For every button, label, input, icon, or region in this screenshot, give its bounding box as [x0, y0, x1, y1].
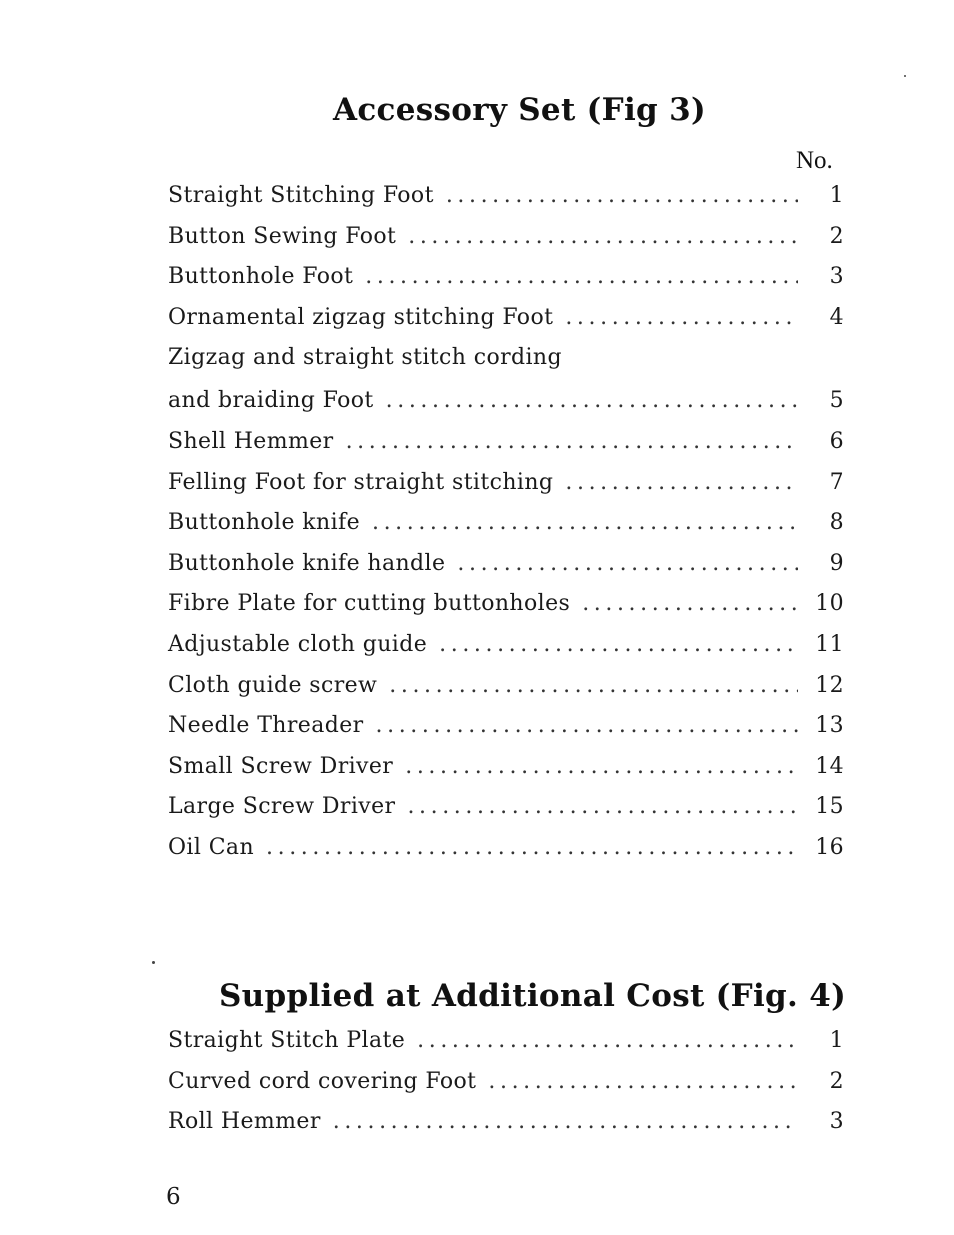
print-speck — [152, 961, 155, 964]
list-item — [168, 388, 844, 429]
item-number: 10 — [815, 591, 844, 617]
list-item — [168, 551, 844, 592]
list-item — [168, 1109, 844, 1150]
list-item — [168, 429, 844, 470]
dot-leader — [405, 754, 798, 779]
item-label: Buttonhole knife handle — [168, 550, 446, 576]
item-label: Felling Foot for straight stitching — [168, 469, 554, 495]
list-item — [168, 305, 844, 346]
number-column-header: No. — [796, 147, 833, 174]
additional-cost-heading: Supplied at Additional Cost (Fig. 4) — [219, 978, 847, 1014]
list-item — [168, 754, 844, 795]
item-number: 11 — [815, 631, 844, 657]
item-number: 2 — [829, 223, 844, 249]
item-label: Buttonhole Foot — [168, 264, 354, 290]
item-label: Adjustable cloth guide — [168, 631, 428, 657]
item-number: 3 — [829, 264, 844, 290]
list-item — [168, 264, 844, 305]
dot-leader — [417, 1028, 798, 1053]
dot-leader — [457, 551, 798, 576]
additional-cost-list — [168, 1028, 844, 1150]
item-label: Ornamental zigzag stitching Foot — [168, 304, 554, 330]
print-speck — [904, 75, 906, 77]
item-number: 13 — [815, 713, 844, 739]
dot-leader — [407, 794, 798, 819]
item-label: Shell Hemmer — [168, 428, 334, 454]
dot-leader — [386, 388, 798, 413]
dot-leader — [582, 591, 798, 616]
list-item — [168, 835, 844, 876]
list-item — [168, 632, 844, 673]
item-number: 7 — [829, 469, 844, 495]
item-number: 6 — [829, 428, 844, 454]
list-item — [168, 510, 844, 551]
item-number: 16 — [815, 834, 844, 860]
list-item — [168, 183, 844, 224]
dot-leader — [439, 632, 798, 657]
dot-leader — [408, 224, 798, 249]
list-item — [168, 794, 844, 835]
item-number: 12 — [815, 672, 844, 698]
item-number: 9 — [829, 550, 844, 576]
dot-leader — [389, 673, 798, 698]
dot-leader — [372, 510, 798, 535]
dot-leader — [333, 1109, 798, 1134]
item-label: Cloth guide screw — [168, 672, 378, 698]
accessory-set-heading: Accessory Set (Fig 3) — [333, 92, 706, 128]
dot-leader — [565, 470, 798, 495]
list-item — [168, 345, 844, 388]
item-label: Curved cord covering Foot — [168, 1068, 477, 1094]
item-label: Needle Threader — [168, 713, 364, 739]
item-label: Straight Stitch Plate — [168, 1028, 406, 1053]
item-label: Fibre Plate for cutting buttonholes — [168, 591, 571, 617]
list-item — [168, 713, 844, 754]
accessory-list — [168, 183, 844, 876]
item-label: Oil Can — [168, 834, 255, 860]
dot-leader — [565, 305, 798, 330]
item-label: Buttonhole knife — [168, 510, 360, 536]
item-number: 15 — [815, 794, 844, 820]
dot-leader — [446, 183, 798, 208]
dot-leader — [365, 264, 798, 289]
item-number: 2 — [829, 1068, 844, 1094]
item-number: 8 — [829, 510, 844, 536]
list-item — [168, 1069, 844, 1110]
item-number: 3 — [829, 1109, 844, 1135]
item-number: 14 — [815, 753, 844, 779]
item-number: 1 — [829, 1028, 844, 1053]
item-label: Straight Stitching Foot — [168, 183, 434, 208]
list-item — [168, 673, 844, 714]
item-label: Roll Hemmer — [168, 1109, 321, 1135]
dot-leader — [266, 835, 798, 860]
item-label: Button Sewing Foot — [168, 223, 397, 249]
item-number: 5 — [829, 388, 844, 414]
item-number: 4 — [829, 304, 844, 330]
item-label: Large Screw Driver — [168, 794, 396, 820]
item-number: 1 — [829, 183, 844, 208]
item-label: and braiding Foot — [168, 388, 374, 414]
list-item — [168, 470, 844, 511]
page-number: 6 — [166, 1184, 181, 1210]
item-label: Small Screw Driver — [168, 753, 394, 779]
list-item — [168, 1028, 844, 1069]
list-item — [168, 591, 844, 632]
dot-leader — [346, 429, 798, 454]
item-label: Zigzag and straight stitch cording — [168, 345, 562, 371]
list-item — [168, 224, 844, 265]
dot-leader — [376, 713, 798, 738]
dot-leader — [488, 1069, 798, 1094]
